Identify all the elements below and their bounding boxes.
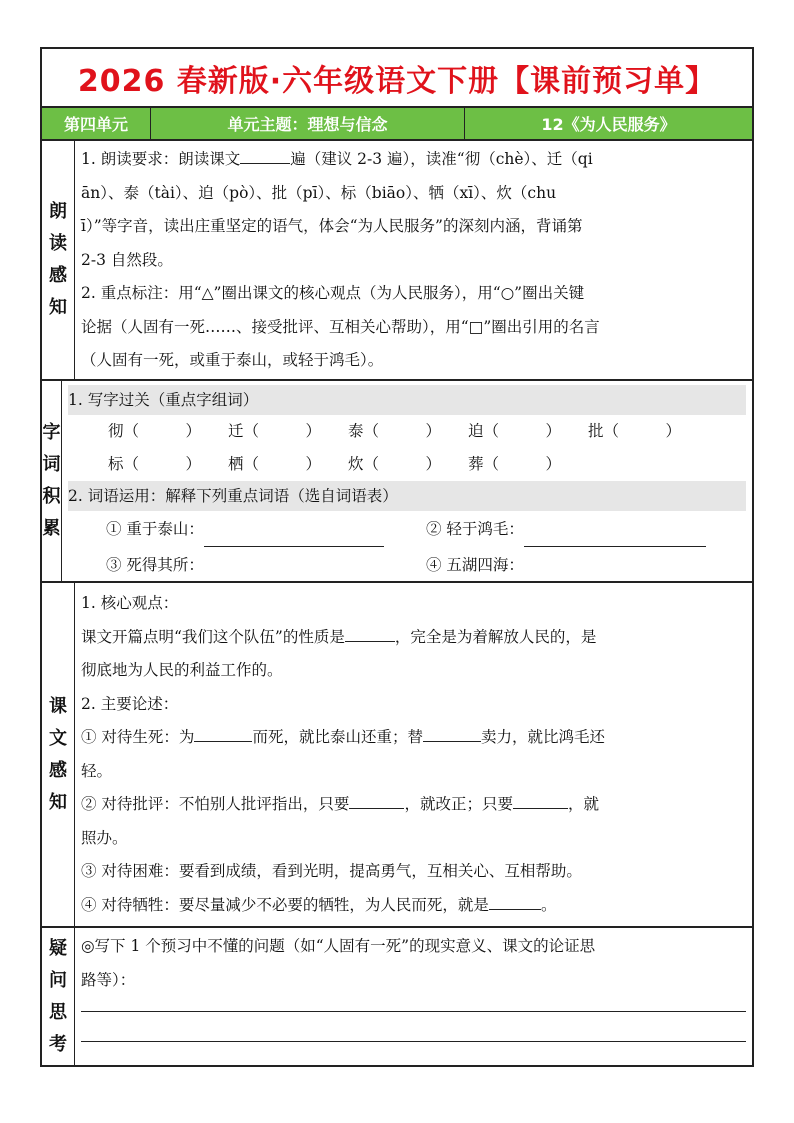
- unit-label: 第四单元: [42, 108, 151, 139]
- subheading: 1. 核心观点：: [81, 594, 179, 612]
- char-row: [68, 415, 746, 448]
- text-line: 1. 朗读要求：朗读课文: [81, 150, 241, 168]
- vocab-label: [42, 381, 62, 581]
- label-char: 读: [49, 233, 67, 254]
- char-item[interactable]: 标（ ）: [108, 455, 202, 473]
- text-line: 而死，就比泰山还重；替: [252, 728, 423, 746]
- fill-blank[interactable]: [524, 528, 706, 547]
- text-line: 彻底地为人民的利益工作的。: [81, 661, 283, 679]
- label-char: 词: [42, 454, 61, 475]
- text-line: ③ 对待困难：要看到成绩，看到光明，提高勇气，互相关心、互相帮助。: [81, 862, 582, 880]
- label-char: 感: [49, 265, 67, 286]
- text-line: 卖力，就比鸿毛还: [480, 728, 605, 746]
- text-line: 轻。: [81, 761, 113, 780]
- text-line: ，就: [567, 795, 599, 813]
- label-char: 文: [49, 727, 67, 749]
- text-line: 课文开篇点明“我们这个队伍”的性质是: [81, 627, 345, 646]
- text-section: [40, 583, 754, 928]
- title-bar: [40, 47, 754, 106]
- text-line: 遍（建议 2-3 遍），读准“彻（chè）、迁（qi: [290, 150, 593, 168]
- char-item[interactable]: 葬（ ）: [468, 455, 562, 473]
- fill-blank[interactable]: [513, 790, 568, 809]
- answer-line[interactable]: [81, 1012, 746, 1042]
- page-title: 2026 春新版·六年级语文下册【课前预习单】: [77, 63, 717, 99]
- text-line: ，就改正；只要: [404, 795, 513, 813]
- label-char: 课: [49, 695, 67, 717]
- label-char: 朗: [49, 201, 67, 222]
- text-line: 2. 重点标注：用“△”圈出课文的核心观点（为人民服务），用“○”圈出关键: [81, 284, 585, 302]
- reading-content: [75, 141, 752, 379]
- word-item: ② 轻于鸿毛：: [426, 520, 524, 538]
- fill-blank[interactable]: [524, 564, 706, 583]
- fill-blank[interactable]: [423, 723, 481, 742]
- fill-blank[interactable]: [204, 528, 384, 547]
- label-char: 字: [42, 422, 61, 443]
- worksheet: [40, 47, 754, 1067]
- word-row: [68, 511, 746, 547]
- text-line: 2-3 自然段。: [81, 250, 173, 269]
- reading-label: [42, 141, 75, 379]
- text-line: ④ 对待牺牲：要尽量减少不必要的牺牲，为人民而死，就是: [81, 895, 489, 914]
- label-char: 感: [49, 759, 67, 781]
- char-item[interactable]: 批（ ）: [588, 422, 682, 440]
- fill-blank[interactable]: [204, 564, 356, 583]
- text-line: ◎写下 1 个预习中不懂的问题（如“人固有一死”的现实意义、课文的论证思: [81, 937, 596, 955]
- char-row: [68, 448, 746, 481]
- vocab-section: [40, 381, 754, 583]
- char-item[interactable]: 迫（ ）: [468, 422, 562, 440]
- word-item: ① 重于泰山：: [106, 520, 204, 538]
- subheading: 2. 主要论述：: [81, 694, 179, 713]
- subheading: 2. 词语运用：解释下列重点词语（选自词语表）: [68, 481, 746, 511]
- lesson-title: 12《为人民服务》: [541, 115, 676, 134]
- label-char: 知: [49, 791, 67, 813]
- text-line: 论据（人固有一死……、接受批评、互相关心帮助），用“□”圈出引用的名言: [81, 317, 600, 336]
- char-item[interactable]: 炊（ ）: [348, 455, 442, 473]
- answer-line[interactable]: [81, 997, 746, 1012]
- unit-header: [40, 106, 754, 141]
- vocab-content: [62, 381, 752, 581]
- fill-blank[interactable]: [349, 790, 404, 809]
- word-item: ③ 死得其所：: [106, 556, 204, 574]
- label-char: 积: [42, 486, 61, 507]
- label-char: 疑: [49, 937, 67, 959]
- reading-section: [40, 141, 754, 381]
- text-label: [42, 583, 75, 926]
- text-content: [75, 583, 752, 926]
- question-content: [75, 928, 752, 1065]
- word-item: ④ 五湖四海：: [426, 556, 524, 574]
- text-line: 照办。: [81, 828, 128, 847]
- text-line: ī）”等字音，读出庄重坚定的语气，体会“为人民服务”的深刻内涵，背诵第: [81, 217, 583, 235]
- text-line: ān）、泰（tài）、迫（pò）、批（pī）、标（biāo）、牺（xī）、炊（chu: [81, 183, 557, 202]
- fill-blank[interactable]: [194, 723, 252, 742]
- subheading: 1. 写字过关（重点字组词）: [68, 385, 746, 415]
- question-label: [42, 928, 75, 1065]
- fill-blank[interactable]: [489, 891, 541, 910]
- text-line: ② 对待批评：不怕别人批评指出，只要: [81, 795, 350, 813]
- word-row: [68, 547, 746, 583]
- text-line: 。: [540, 895, 557, 914]
- label-char: 考: [49, 1033, 67, 1055]
- fill-blank[interactable]: [240, 145, 290, 164]
- unit-theme: 单元主题：理想与信念: [151, 108, 465, 139]
- char-item[interactable]: 栖（ ）: [228, 455, 322, 473]
- text-line: ，完全是为着解放人民的，是: [394, 627, 597, 646]
- label-char: 思: [49, 1001, 67, 1023]
- text-line: （人固有一死，或重于泰山，或轻于鸿毛）。: [81, 351, 384, 369]
- char-item[interactable]: 泰（ ）: [348, 422, 442, 440]
- char-item[interactable]: 彻（ ）: [108, 422, 202, 440]
- text-line: 路等）：: [81, 970, 136, 989]
- label-char: 累: [42, 518, 61, 539]
- char-item[interactable]: 迁（ ）: [228, 422, 322, 440]
- fill-blank[interactable]: [345, 623, 395, 642]
- label-char: 知: [49, 297, 67, 318]
- label-char: 问: [49, 969, 67, 991]
- text-line: ① 对待生死：为: [81, 728, 195, 746]
- question-section: [40, 928, 754, 1067]
